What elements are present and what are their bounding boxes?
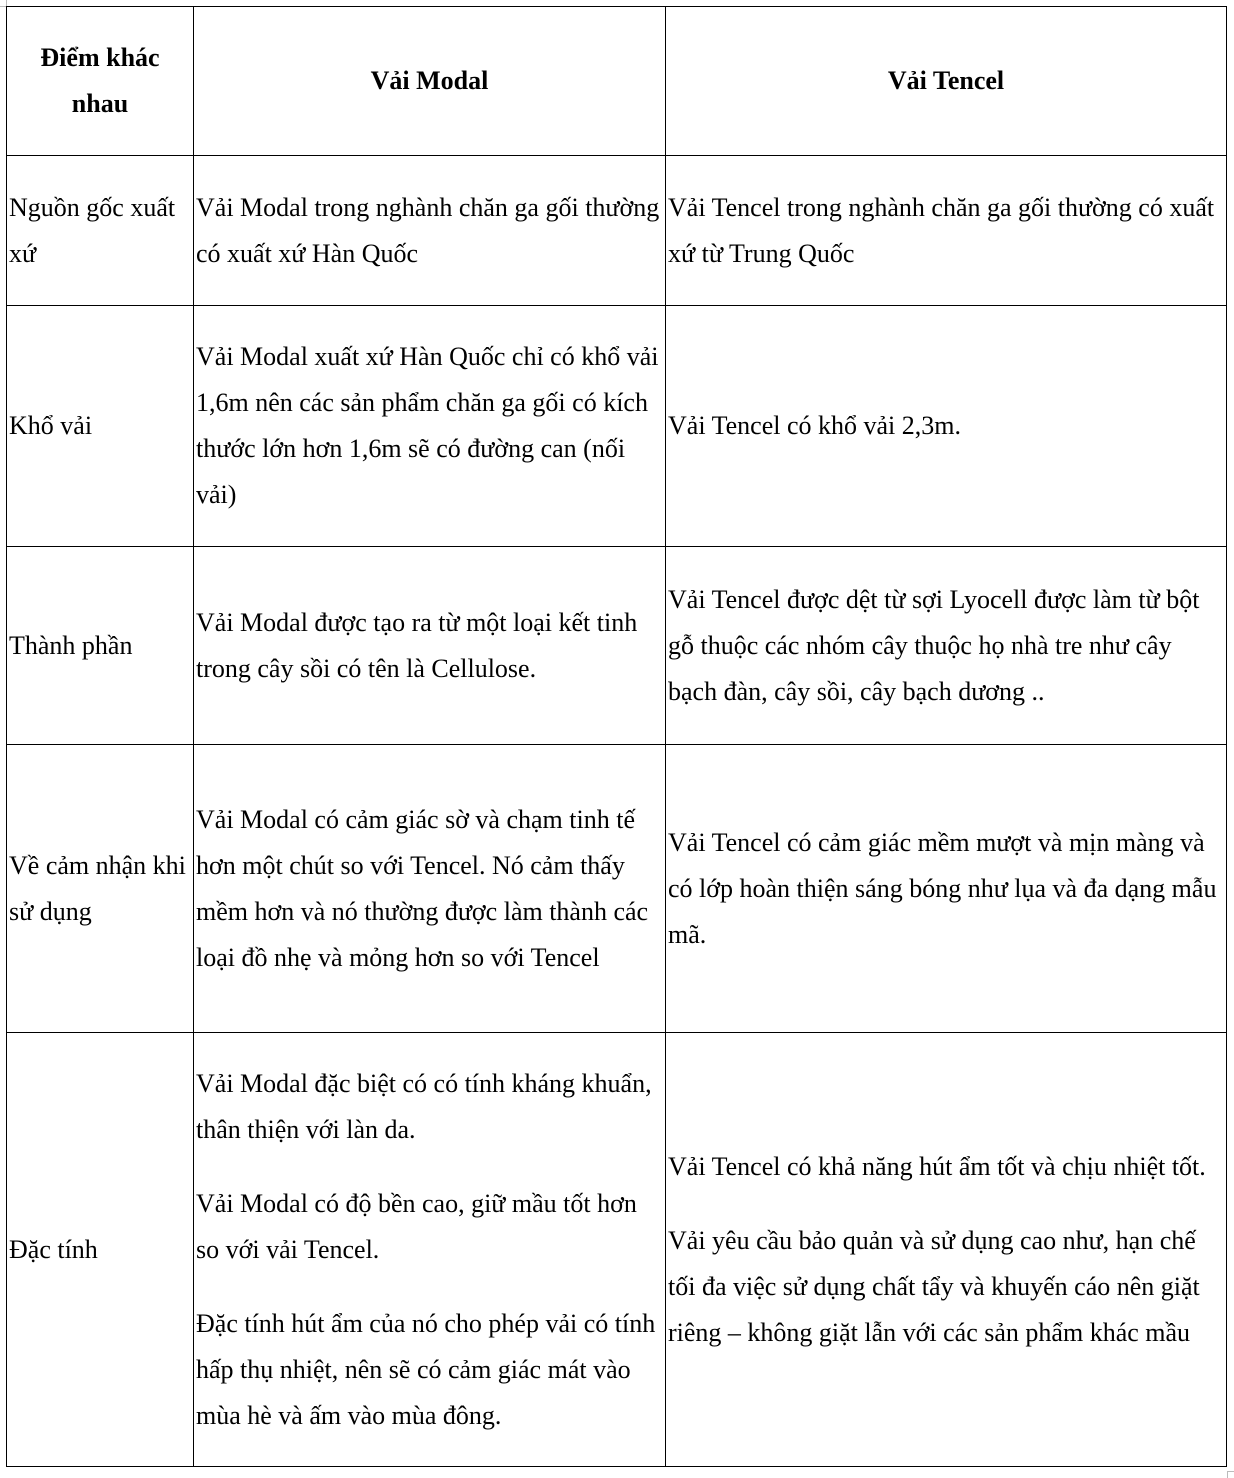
cell-paragraph: Vải Modal được tạo ra từ một loại kết tinh trong cây sồi có tên là Cellulose. xyxy=(196,607,638,683)
table-row xyxy=(7,1033,1227,1467)
cell-paragraph: Vải Modal có cảm giác sờ và chạm tinh tế hơn một chút so với Tencel. Nó cảm thấy mềm hơn và nó thường được làm thành các loại đồ nhẹ và mỏng hơn so với Tencel xyxy=(196,804,649,972)
cell-paragraph: Vải Modal xuất xứ Hàn Quốc chỉ có khổ vải 1,6m nên các sản phẩm chăn ga gối có kích thước lớn hơn 1,6m sẽ có đường can (nối vải) xyxy=(196,342,659,509)
crop-mark-bottom-right xyxy=(1227,1471,1234,1478)
row-modal-cell xyxy=(194,745,666,1033)
header-criterion: Điểm khác nhau xyxy=(7,7,194,156)
row-modal-cell xyxy=(194,1033,666,1467)
cell-paragraph: Vải Modal trong nghành chăn ga gối thường có xuất xứ Hàn Quốc xyxy=(196,192,660,268)
row-criterion: Nguồn gốc xuất xứ xyxy=(7,156,194,306)
table-header-row xyxy=(7,7,1227,156)
comparison-table xyxy=(6,6,1227,1467)
table-row xyxy=(7,547,1227,745)
cell-paragraph: Đặc tính hút ẩm của nó cho phép vải có tính hấp thụ nhiệt, nên sẽ có cảm giác mát vào mùa hè và ấm vào mùa đông. xyxy=(196,1308,656,1430)
cell-paragraph: Vải Tencel có khả năng hút ẩm tốt và chịu nhiệt tốt. xyxy=(668,1151,1206,1181)
row-criterion: Thành phần xyxy=(7,547,194,745)
cell-paragraph: Vải Tencel có cảm giác mềm mượt và mịn màng và có lớp hoàn thiện sáng bóng như lụa và đa dạng mẫu mã. xyxy=(668,827,1217,949)
row-criterion: Khổ vải xyxy=(7,306,194,547)
row-criterion: Về cảm nhận khi sử dụng xyxy=(7,745,194,1033)
header-tencel: Vải Tencel xyxy=(666,7,1227,156)
row-modal-cell xyxy=(194,547,666,745)
row-criterion: Đặc tính xyxy=(7,1033,194,1467)
header-modal: Vải Modal xyxy=(194,7,666,156)
table-row xyxy=(7,156,1227,306)
cell-paragraph: Vải Tencel trong nghành chăn ga gối thường có xuất xứ từ Trung Quốc xyxy=(668,192,1215,268)
comparison-table-container xyxy=(6,6,1226,1467)
cell-paragraph: Vải Tencel có khổ vải 2,3m. xyxy=(668,411,962,440)
row-tencel-cell xyxy=(666,1033,1227,1467)
row-modal-cell xyxy=(194,156,666,306)
cell-paragraph: Vải yêu cầu bảo quản và sử dụng cao như, hạn chế tối đa việc sử dụng chất tẩy và khuyến cáo nên giặt riêng – không giặt lẫn với các sản phẩm khác mầu xyxy=(668,1225,1200,1347)
cell-paragraph: Vải Tencel được dệt từ sợi Lyocell được làm từ bột gỗ thuộc các nhóm cây thuộc họ nhà tre như cây bạch đàn, cây sồi, cây bạch dương .. xyxy=(668,584,1200,706)
row-tencel-cell xyxy=(666,306,1227,547)
row-modal-cell xyxy=(194,306,666,547)
row-tencel-cell xyxy=(666,745,1227,1033)
row-tencel-cell xyxy=(666,547,1227,745)
table-row xyxy=(7,306,1227,547)
row-tencel-cell xyxy=(666,156,1227,306)
cell-paragraph: Vải Modal đặc biệt có có tính kháng khuẩn, thân thiện với làn da. xyxy=(196,1068,652,1144)
table-row xyxy=(7,745,1227,1033)
cell-paragraph: Vải Modal có độ bền cao, giữ mầu tốt hơn so với vải Tencel. xyxy=(196,1188,637,1264)
